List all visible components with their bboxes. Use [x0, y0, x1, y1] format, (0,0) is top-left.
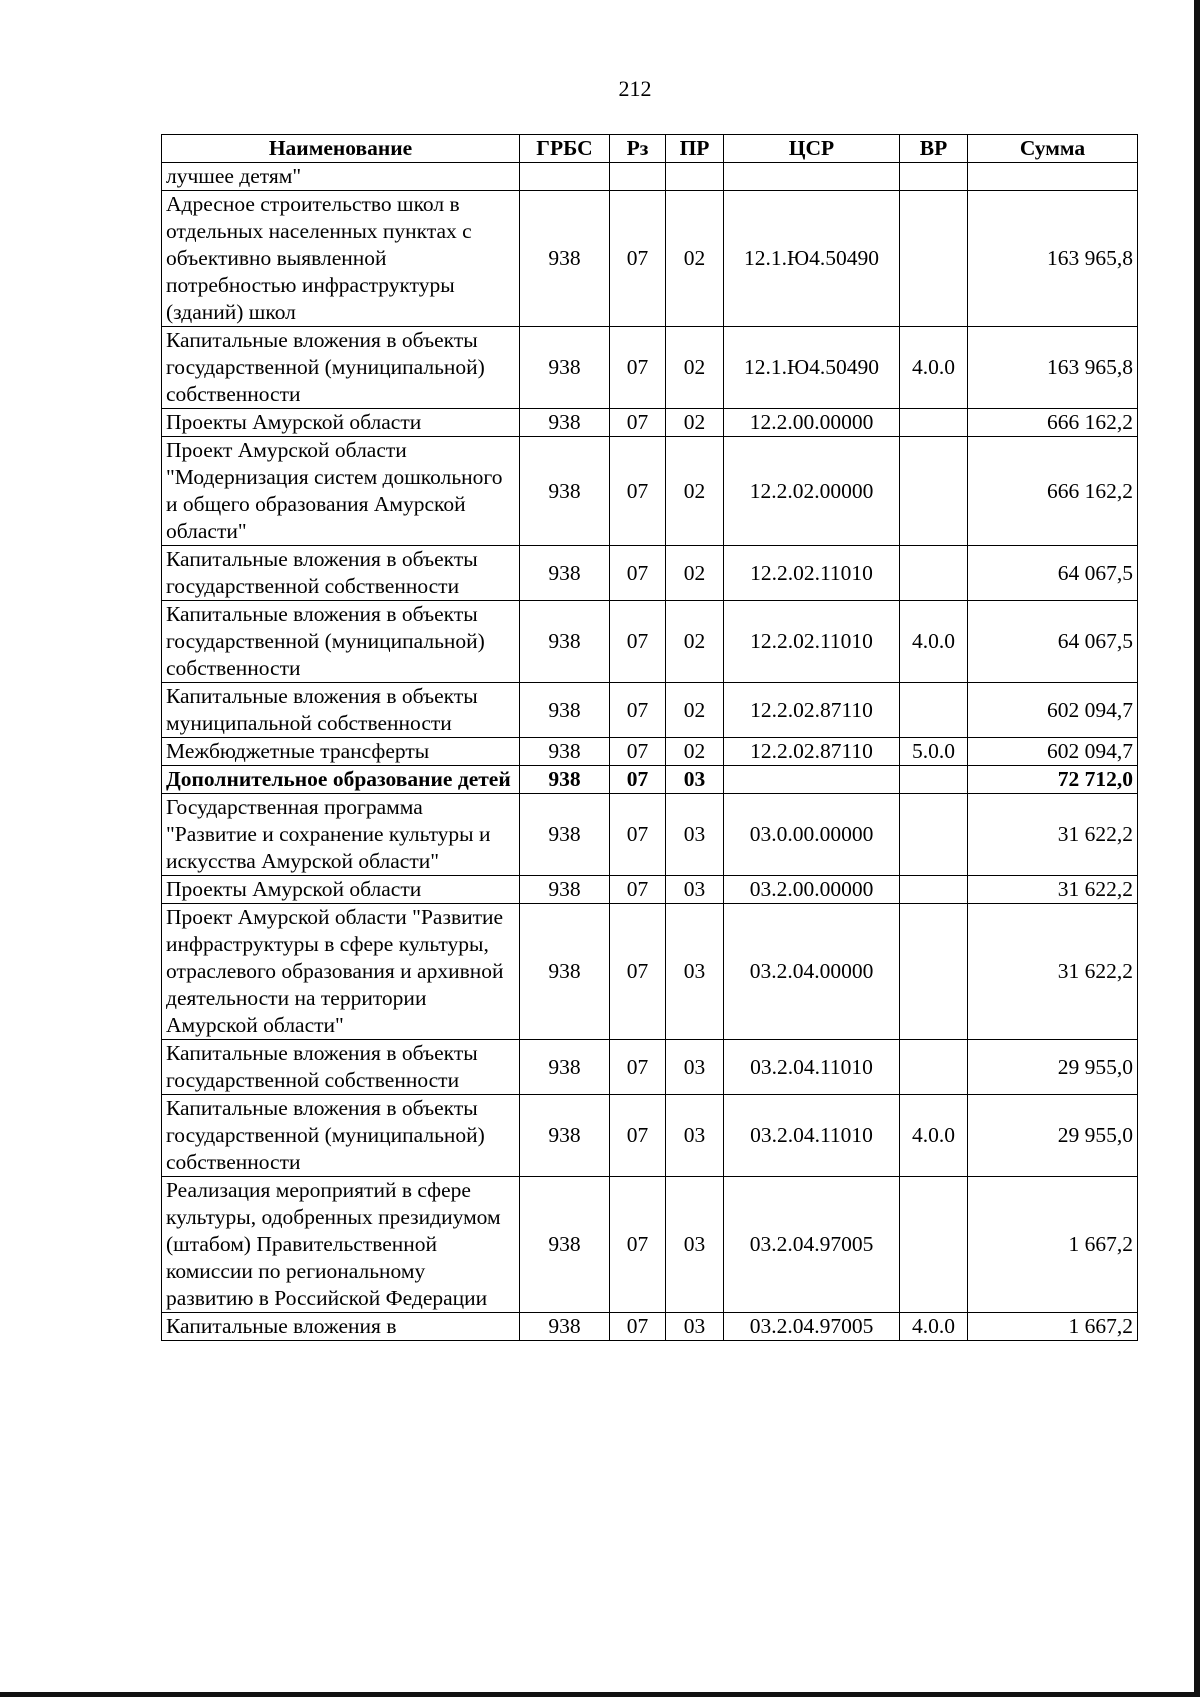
- cell-pr: 02: [666, 601, 724, 683]
- cell-pr: 03: [666, 1313, 724, 1341]
- cell-csr: 12.2.02.87110: [724, 738, 900, 766]
- table-header-row: [162, 135, 1138, 163]
- cell-csr: 03.0.00.00000: [724, 794, 900, 876]
- cell-rz: [610, 163, 666, 191]
- cell-grbs: 938: [520, 683, 610, 738]
- cell-pr: 02: [666, 191, 724, 327]
- cell-vr: [900, 437, 968, 546]
- cell-pr: 03: [666, 794, 724, 876]
- cell-sum: 72 712,0: [968, 766, 1138, 794]
- cell-pr: [666, 163, 724, 191]
- page-edge-right: [1194, 0, 1200, 1697]
- header-pr: ПР: [666, 135, 724, 163]
- cell-rz: 07: [610, 191, 666, 327]
- cell-pr: 03: [666, 1040, 724, 1095]
- cell-sum: 666 162,2: [968, 437, 1138, 546]
- table-row: [162, 738, 1138, 766]
- cell-rz: 07: [610, 766, 666, 794]
- cell-vr: 4.0.0: [900, 1095, 968, 1177]
- cell-grbs: 938: [520, 546, 610, 601]
- cell-csr: 12.2.02.11010: [724, 601, 900, 683]
- cell-rz: 07: [610, 1095, 666, 1177]
- header-grbs: ГРБС: [520, 135, 610, 163]
- cell-grbs: 938: [520, 1177, 610, 1313]
- cell-sum: 29 955,0: [968, 1040, 1138, 1095]
- table-row: [162, 766, 1138, 794]
- cell-pr: 03: [666, 766, 724, 794]
- table-row: [162, 163, 1138, 191]
- cell-csr: 12.1.Ю4.50490: [724, 191, 900, 327]
- cell-name: Адресное строительство школ в отдельных населенных пунктах с объективно выявленной потребностью инфраструктуры (зданий) школ: [162, 191, 520, 327]
- cell-name: Проект Амурской области "Развитие инфраструктуры в сфере культуры, отраслевого образования и архивной деятельности на территории Амурской области": [162, 904, 520, 1040]
- cell-name: Проекты Амурской области: [162, 409, 520, 437]
- cell-pr: 02: [666, 327, 724, 409]
- cell-rz: 07: [610, 794, 666, 876]
- cell-sum: 64 067,5: [968, 546, 1138, 601]
- cell-rz: 07: [610, 1177, 666, 1313]
- cell-name: Капитальные вложения в: [162, 1313, 520, 1341]
- table-row: [162, 683, 1138, 738]
- cell-name: Капитальные вложения в объекты муниципальной собственности: [162, 683, 520, 738]
- cell-sum: 31 622,2: [968, 904, 1138, 1040]
- cell-pr: 03: [666, 904, 724, 1040]
- cell-sum: 29 955,0: [968, 1095, 1138, 1177]
- cell-grbs: 938: [520, 876, 610, 904]
- table-row: [162, 794, 1138, 876]
- cell-grbs: 938: [520, 437, 610, 546]
- cell-rz: 07: [610, 904, 666, 1040]
- table-row: [162, 1177, 1138, 1313]
- cell-pr: 02: [666, 738, 724, 766]
- cell-sum: [968, 163, 1138, 191]
- cell-grbs: 938: [520, 327, 610, 409]
- cell-name: Реализация мероприятий в сфере культуры, одобренных президиумом (штабом) Правительственной комиссии по региональному развитию в Российской Федерации: [162, 1177, 520, 1313]
- cell-pr: 03: [666, 876, 724, 904]
- cell-name: Межбюджетные трансферты: [162, 738, 520, 766]
- cell-name: Капитальные вложения в объекты государственной собственности: [162, 1040, 520, 1095]
- cell-pr: 02: [666, 683, 724, 738]
- cell-csr: 12.2.00.00000: [724, 409, 900, 437]
- header-vr: ВР: [900, 135, 968, 163]
- table-body: [162, 163, 1138, 1341]
- cell-name: Проект Амурской области "Модернизация систем дошкольного и общего образования Амурской области": [162, 437, 520, 546]
- cell-pr: 03: [666, 1095, 724, 1177]
- table-row: [162, 409, 1138, 437]
- cell-csr: 03.2.04.00000: [724, 904, 900, 1040]
- table-row: [162, 191, 1138, 327]
- cell-grbs: 938: [520, 766, 610, 794]
- cell-name: Капитальные вложения в объекты государственной (муниципальной) собственности: [162, 327, 520, 409]
- cell-rz: 07: [610, 1313, 666, 1341]
- cell-csr: 03.2.00.00000: [724, 876, 900, 904]
- cell-grbs: 938: [520, 191, 610, 327]
- cell-sum: 602 094,7: [968, 683, 1138, 738]
- cell-grbs: 938: [520, 1040, 610, 1095]
- cell-vr: 4.0.0: [900, 601, 968, 683]
- cell-rz: 07: [610, 876, 666, 904]
- cell-vr: [900, 1177, 968, 1313]
- cell-csr: [724, 163, 900, 191]
- table-row: [162, 1313, 1138, 1341]
- cell-vr: [900, 766, 968, 794]
- header-name: Наименование: [162, 135, 520, 163]
- cell-vr: [900, 794, 968, 876]
- cell-rz: 07: [610, 601, 666, 683]
- cell-vr: [900, 409, 968, 437]
- cell-sum: 1 667,2: [968, 1177, 1138, 1313]
- cell-rz: 07: [610, 546, 666, 601]
- table-row: [162, 876, 1138, 904]
- cell-rz: 07: [610, 683, 666, 738]
- cell-grbs: 938: [520, 794, 610, 876]
- cell-vr: 4.0.0: [900, 1313, 968, 1341]
- cell-grbs: 938: [520, 904, 610, 1040]
- cell-vr: 4.0.0: [900, 327, 968, 409]
- cell-name: Государственная программа "Развитие и сохранение культуры и искусства Амурской области": [162, 794, 520, 876]
- cell-grbs: 938: [520, 601, 610, 683]
- cell-sum: 1 667,2: [968, 1313, 1138, 1341]
- table-row: [162, 1095, 1138, 1177]
- table-row: [162, 904, 1138, 1040]
- table-row: [162, 601, 1138, 683]
- cell-rz: 07: [610, 327, 666, 409]
- cell-grbs: 938: [520, 738, 610, 766]
- cell-sum: 31 622,2: [968, 794, 1138, 876]
- cell-csr: 12.2.02.11010: [724, 546, 900, 601]
- cell-vr: [900, 683, 968, 738]
- cell-vr: [900, 546, 968, 601]
- cell-rz: 07: [610, 437, 666, 546]
- header-sum: Сумма: [968, 135, 1138, 163]
- cell-csr: 12.1.Ю4.50490: [724, 327, 900, 409]
- cell-vr: [900, 191, 968, 327]
- cell-rz: 07: [610, 409, 666, 437]
- cell-rz: 07: [610, 1040, 666, 1095]
- cell-grbs: [520, 163, 610, 191]
- cell-grbs: 938: [520, 1095, 610, 1177]
- cell-name: лучшее детям": [162, 163, 520, 191]
- cell-sum: 666 162,2: [968, 409, 1138, 437]
- cell-name: Капитальные вложения в объекты государственной (муниципальной) собственности: [162, 1095, 520, 1177]
- cell-csr: 03.2.04.11010: [724, 1040, 900, 1095]
- cell-sum: 64 067,5: [968, 601, 1138, 683]
- table-row: [162, 546, 1138, 601]
- cell-csr: 12.2.02.00000: [724, 437, 900, 546]
- cell-csr: 03.2.04.11010: [724, 1095, 900, 1177]
- cell-csr: 03.2.04.97005: [724, 1313, 900, 1341]
- cell-vr: 5.0.0: [900, 738, 968, 766]
- cell-name: Капитальные вложения в объекты государственной собственности: [162, 546, 520, 601]
- cell-name: Капитальные вложения в объекты государственной (муниципальной) собственности: [162, 601, 520, 683]
- cell-csr: 03.2.04.97005: [724, 1177, 900, 1313]
- cell-vr: [900, 876, 968, 904]
- cell-csr: [724, 766, 900, 794]
- cell-csr: 12.2.02.87110: [724, 683, 900, 738]
- cell-pr: 02: [666, 437, 724, 546]
- cell-sum: 31 622,2: [968, 876, 1138, 904]
- cell-pr: 02: [666, 546, 724, 601]
- cell-vr: [900, 904, 968, 1040]
- cell-vr: [900, 1040, 968, 1095]
- table-row: [162, 1040, 1138, 1095]
- budget-table: [161, 134, 1138, 1341]
- cell-grbs: 938: [520, 409, 610, 437]
- cell-pr: 02: [666, 409, 724, 437]
- cell-vr: [900, 163, 968, 191]
- table-row: [162, 437, 1138, 546]
- table-row: [162, 327, 1138, 409]
- header-csr: ЦСР: [724, 135, 900, 163]
- cell-rz: 07: [610, 738, 666, 766]
- cell-name: Проекты Амурской области: [162, 876, 520, 904]
- cell-sum: 163 965,8: [968, 327, 1138, 409]
- cell-sum: 163 965,8: [968, 191, 1138, 327]
- header-rz: Рз: [610, 135, 666, 163]
- cell-name: Дополнительное образование детей: [162, 766, 520, 794]
- cell-grbs: 938: [520, 1313, 610, 1341]
- page-edge-bottom: [0, 1692, 1200, 1697]
- cell-sum: 602 094,7: [968, 738, 1138, 766]
- cell-pr: 03: [666, 1177, 724, 1313]
- page-number: 212: [618, 76, 652, 101]
